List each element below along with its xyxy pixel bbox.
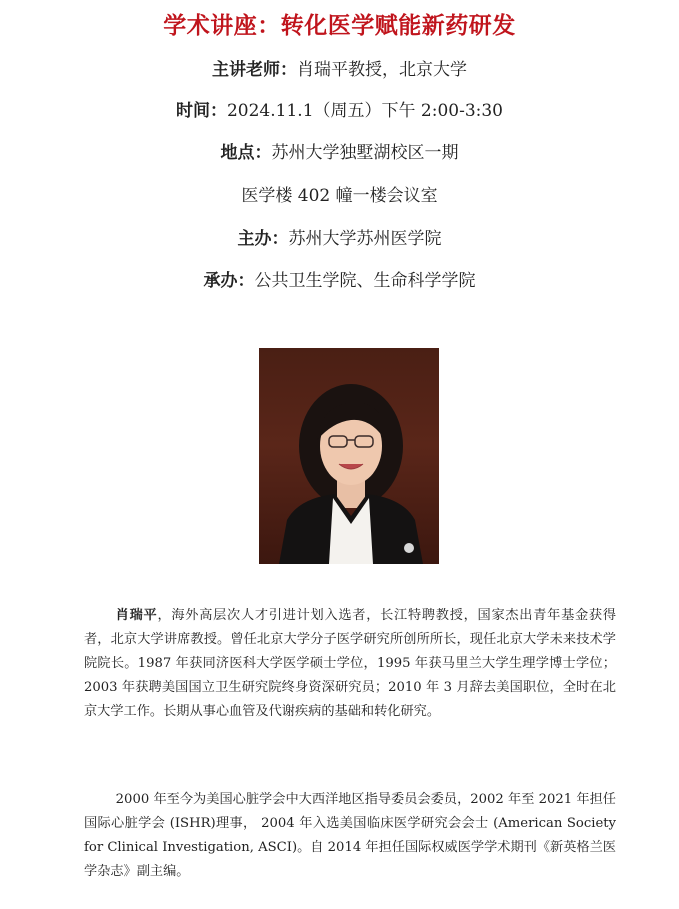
- portrait-illustration: [259, 348, 439, 564]
- host-line: [0, 226, 679, 252]
- host-value: 苏州大学苏州医学院: [288, 229, 442, 249]
- organizer-line: [0, 268, 679, 294]
- location-line: [0, 140, 679, 166]
- speaker-photo: [259, 348, 439, 564]
- speaker-value: 肖瑞平教授，北京大学: [297, 60, 467, 80]
- organizer-label: 承办：: [203, 271, 255, 291]
- host-label: 主办：: [237, 229, 289, 249]
- bio-paragraph-2: 2000 年至今为美国心脏学会中大西洋地区指导委员会委员，2002 年至 2021 年担任国际心脏学会 (ISHR)理事， 2004 年入选美国临床医学研究会会士 (American Society for Clinical Investigation, ASCI)。自 2014 年担任国际权威医学学术期刊《新英格兰医学杂志》副主编。: [84, 792, 616, 879]
- location-value: 苏州大学独墅湖校区一期: [271, 143, 459, 163]
- location-line-2: 医学楼 402 幢一楼会议室: [241, 186, 438, 206]
- speaker-line: [0, 57, 679, 83]
- bio-name: 肖瑞平: [115, 608, 158, 623]
- location-label: 地点：: [220, 143, 272, 163]
- bio-paragraph-1: [84, 604, 616, 724]
- time-line: [0, 98, 679, 124]
- page-title: 学术讲座：转化医学赋能新药研发: [163, 13, 516, 39]
- bio-text-1: ，海外高层次人才引进计划入选者，长江特聘教授，国家杰出青年基金获得者，北京大学讲席教授。曾任北京大学分子医学研究所创所所长，现任北京大学未来技术学院院长。1987 年获同济医科大学医学硕士学位，1995 年获马里兰大学生理学博士学位；2003 年获聘美国国立卫生研究院终身资深研究员；2010 年 3 月辞去美国职位，全时在北京大学工作。长期从事心血管及代谢疾病的基础和转化研究。: [84, 608, 617, 719]
- organizer-value: 公共卫生学院、生命科学学院: [254, 271, 476, 291]
- speaker-label: 主讲老师：: [212, 60, 297, 80]
- time-label: 时间：: [175, 101, 227, 121]
- time-value: 2024.11.1（周五）下午 2:00-3:30: [226, 101, 504, 121]
